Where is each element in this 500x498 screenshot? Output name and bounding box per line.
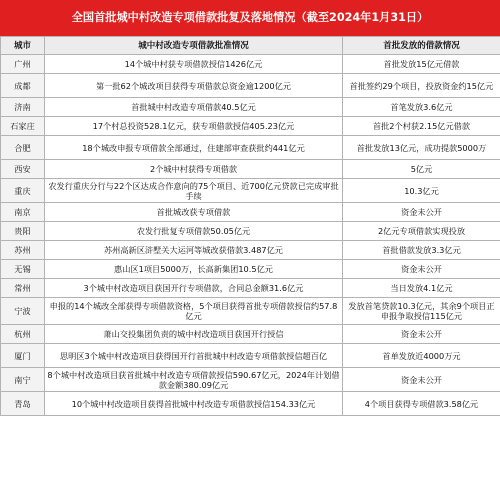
- approval-cell: 惠山区1项目5000万，长高新集团10.5亿元: [45, 260, 343, 279]
- disbursement-cell: 资金未公开: [343, 368, 500, 392]
- table-row: [1, 325, 500, 344]
- disbursement-cell: 首批2个村获2.15亿元借款: [343, 117, 500, 136]
- disbursement-cell: 5亿元: [343, 160, 500, 179]
- table-row: [1, 344, 500, 368]
- approval-cell: 萧山交投集团负责的城中村改造项目获国开行授信: [45, 325, 343, 344]
- disbursement-cell: 2亿元专项借款实现投放: [343, 222, 500, 241]
- header-city: 城市: [1, 37, 45, 55]
- approval-cell: 2个城中村获得专项借款: [45, 160, 343, 179]
- city-cell: 无锡: [1, 260, 45, 279]
- city-cell: 广州: [1, 55, 45, 74]
- table-row: [1, 392, 500, 416]
- disbursement-cell: 资金未公开: [343, 325, 500, 344]
- table-row: [1, 55, 500, 74]
- disbursement-cell: 当日发放4.1亿元: [343, 279, 500, 298]
- table-row: [1, 260, 500, 279]
- approval-cell: 10个城中村改造项目获得首批城中村改造专项借款授信154.33亿元: [45, 392, 343, 416]
- header-approval: 城中村改造专项借款批准情况: [45, 37, 343, 55]
- disbursement-cell: 资金未公开: [343, 260, 500, 279]
- disbursement-cell: 首单发放近4000万元: [343, 344, 500, 368]
- city-cell: 常州: [1, 279, 45, 298]
- table-row: [1, 136, 500, 160]
- disbursement-cell: 发放首笔贷款10.3亿元，其余9个项目正申报争取授信115亿元: [343, 298, 500, 325]
- approval-cell: 苏州高新区浒墅关大运河等城改获借款3.487亿元: [45, 241, 343, 260]
- city-cell: 济南: [1, 98, 45, 117]
- disbursement-cell: 资金未公开: [343, 203, 500, 222]
- approval-cell: 8个城中村改造项目获首批城中村改造专项借款授信590.67亿元，2024年计划借款金额380.09亿元: [45, 368, 343, 392]
- table-header-row: [1, 37, 500, 55]
- city-cell: 西安: [1, 160, 45, 179]
- table-row: [1, 279, 500, 298]
- city-cell: 重庆: [1, 179, 45, 203]
- approval-cell: 3个城中村改造项目获国开行专项借款，合同总金额31.6亿元: [45, 279, 343, 298]
- disbursement-cell: 首批签约29个项目，投放资金约15亿元: [343, 74, 500, 98]
- city-cell: 贵阳: [1, 222, 45, 241]
- table-row: [1, 241, 500, 260]
- table-row: [1, 98, 500, 117]
- disbursement-cell: 首批发放13亿元，成功提款5000万: [343, 136, 500, 160]
- city-cell: 石家庄: [1, 117, 45, 136]
- header-disbursement: 首批发放的借款情况: [343, 37, 500, 55]
- approval-cell: 农发行重庆分行与22个区达成合作意向的75个项目、近700亿元贷款已完成审批手续: [45, 179, 343, 203]
- city-cell: 合肥: [1, 136, 45, 160]
- table-row: [1, 222, 500, 241]
- table-row: [1, 368, 500, 392]
- city-cell: 厦门: [1, 344, 45, 368]
- loan-table: [0, 36, 500, 416]
- disbursement-cell: 10.3亿元: [343, 179, 500, 203]
- city-cell: 杭州: [1, 325, 45, 344]
- approval-cell: 第一批62个城改项目获得专项借款总资金逾1200亿元: [45, 74, 343, 98]
- approval-cell: 思明区3个城中村改造项目获得国开行首批城中村改造专项借款授信超百亿: [45, 344, 343, 368]
- disbursement-cell: 首批借款发放3.3亿元: [343, 241, 500, 260]
- city-cell: 宁波: [1, 298, 45, 325]
- table-row: [1, 298, 500, 325]
- approval-cell: 14个城中村获专项借款授信1426亿元: [45, 55, 343, 74]
- city-cell: 南宁: [1, 368, 45, 392]
- approval-cell: 申报的14个城改全部获得专项借款资格，5个项目获得首批专项借款授信约57.8亿元: [45, 298, 343, 325]
- approval-cell: 首批城中村改造专项借款40.5亿元: [45, 98, 343, 117]
- table-row: [1, 179, 500, 203]
- approval-cell: 17个村总投资528.1亿元，获专项借款授信405.23亿元: [45, 117, 343, 136]
- approval-cell: 首批城改获专项借款: [45, 203, 343, 222]
- table-row: [1, 74, 500, 98]
- page-title: 全国首批城中村改造专项借款批复及落地情况（截至2024年1月31日）: [0, 0, 500, 36]
- approval-cell: 农发行批复专项借款50.05亿元: [45, 222, 343, 241]
- disbursement-cell: 首批发放15亿元借款: [343, 55, 500, 74]
- city-cell: 苏州: [1, 241, 45, 260]
- city-cell: 南京: [1, 203, 45, 222]
- table-row: [1, 203, 500, 222]
- table-row: [1, 160, 500, 179]
- disbursement-cell: 首笔发放3.6亿元: [343, 98, 500, 117]
- disbursement-cell: 4个项目获得专项借款3.58亿元: [343, 392, 500, 416]
- table-row: [1, 117, 500, 136]
- city-cell: 青岛: [1, 392, 45, 416]
- city-cell: 成都: [1, 74, 45, 98]
- approval-cell: 18个城改申报专项借款全部通过，住建部审查获批约441亿元: [45, 136, 343, 160]
